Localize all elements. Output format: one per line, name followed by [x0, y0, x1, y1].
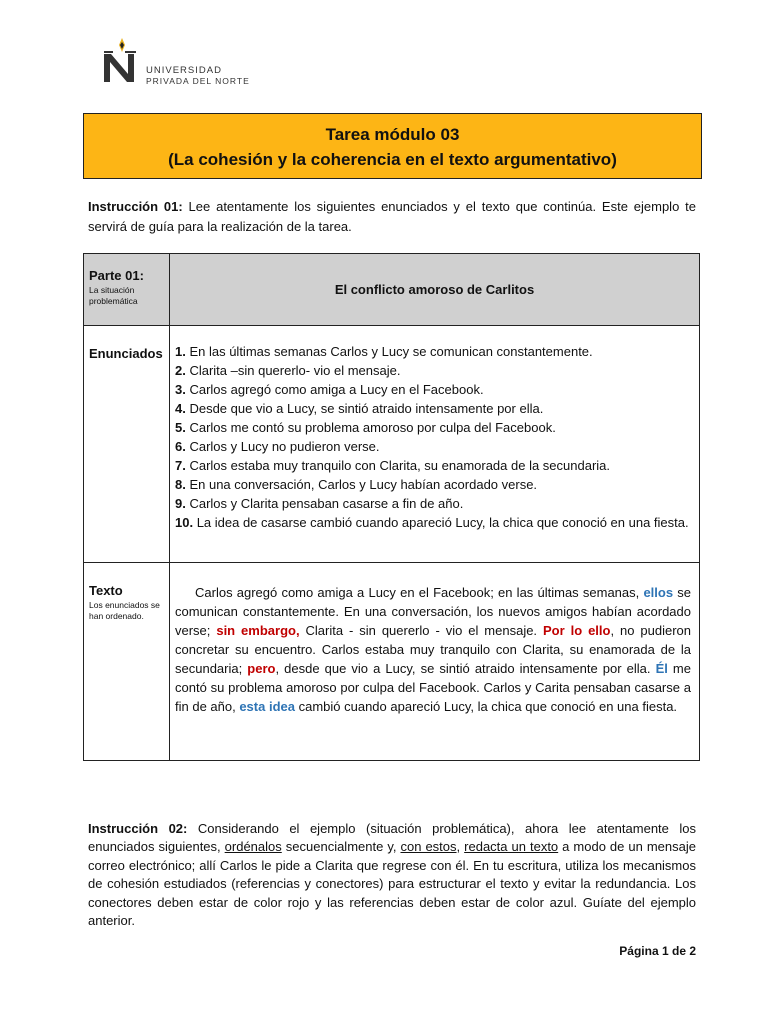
title-box: [83, 113, 702, 179]
enunciados-list: [170, 326, 699, 562]
instruction-2-label: Instrucción 02:: [88, 821, 188, 836]
page-number: Página 1 de 2: [619, 944, 696, 958]
reference-word: ellos: [643, 585, 674, 600]
enunciados-label-cell: [84, 326, 170, 562]
connector-word: sin embargo,: [216, 623, 300, 638]
list-item: 1. En las últimas semanas Carlos y Lucy se comunican constantemente.: [175, 344, 593, 359]
list-item: 6. Carlos y Lucy no pudieron verse.: [175, 439, 380, 454]
underlined-term: redacta un texto: [464, 839, 559, 855]
underlined-term: con estos: [400, 839, 457, 855]
instruction-1: [88, 197, 696, 236]
enunciados-label: Enunciados: [89, 346, 163, 361]
instruction-1-label: Instrucción 01:: [88, 199, 183, 214]
instruction-1-text: Lee atentamente los siguientes enunciados y el texto que continúa. Este ejemplo te servirá de guía para la realización de la tarea.: [88, 199, 696, 234]
upn-n-icon: [100, 36, 144, 86]
title-line2: (La cohesión y la coherencia en el texto argumentativo): [168, 150, 617, 169]
reference-word: Él: [655, 661, 668, 676]
list-item: 8. En una conversación, Carlos y Lucy habían acordado verse.: [175, 477, 538, 492]
underlined-term: ordénalos: [224, 839, 282, 855]
list-item: 7. Carlos estaba muy tranquilo con Clarita, su enamorada de la secundaria.: [175, 458, 611, 473]
list-item: 3. Carlos agregó como amiga a Lucy en el Facebook.: [175, 382, 484, 397]
list-item: 10. La idea de casarse cambió cuando apareció Lucy, la chica que conoció en una fiesta.: [175, 515, 689, 530]
table-header-row: [84, 254, 699, 326]
logo-line2: PRIVADA DEL NORTE: [146, 76, 250, 86]
texto-label: Texto: [89, 583, 123, 598]
texto-row: [84, 563, 699, 760]
university-logo: [100, 36, 270, 96]
texto-sub: Los enunciados se han ordenado.: [89, 600, 160, 621]
texto-paragraph: Carlos agregó como amiga a Lucy en el Facebook; en las últimas semanas, ellos se comunican constantemente. En una conversación, los nuevos amigos habían acordado verse; sin embargo, Clarita - sin quererlo - vio el mensaje. Por lo ello, no pudieron concretar su encuentro. Carlos estaba muy tranquilo con Clarita, su enamorada de la secundaria; pero, desde que vio a Lucy, se sintió atraido intensamente por ella. Él me contó su problema amoroso por culpa del Facebook. Carlos y Carita pensaban casarse a fin de año, esta idea cambió cuando apareció Lucy, la chica que conoció en una fiesta.: [175, 585, 692, 714]
situation-table: [83, 253, 700, 761]
list-item: 9. Carlos y Clarita pensaban casarse a fin de año.: [175, 496, 464, 511]
title-line1: Tarea módulo 03: [325, 125, 460, 144]
list-item: 2. Clarita –sin quererlo- vio el mensaje.: [175, 363, 401, 378]
texto-label-cell: [84, 563, 170, 760]
table-heading: El conflicto amoroso de Carlitos: [334, 282, 535, 297]
connector-word: Por lo ello: [542, 623, 611, 638]
connector-word: pero: [247, 661, 276, 676]
enunciados-row: [84, 326, 699, 563]
list-item: 4. Desde que vio a Lucy, se sintió atraido intensamente por ella.: [175, 401, 544, 416]
part-sub: La situación problemática: [89, 285, 138, 306]
part-label-cell: [84, 254, 170, 325]
instruction-2: Instrucción 02: Considerando el ejemplo (situación problemática), ahora lee atentamente los enunciados siguientes, ordénalos secuencialmente y, con estos, redacta un texto a modo de un mensaje correo electrónico; allí Carlos le pide a Clarita que regrese con él. En tu escritura, utiliza los mecanismos de cohesión estudiados (referencias y conectores) para estructurar el texto y evitar la redundancia. Los conectores deben estar de color rojo y las referencias deben estar de color azul. Guíate del ejemplo anterior.: [88, 821, 697, 929]
list-item: 5. Carlos me contó su problema amoroso por culpa del Facebook.: [175, 420, 556, 435]
part-label: Parte 01:: [89, 268, 144, 283]
logo-line1: UNIVERSIDAD: [146, 65, 222, 76]
reference-word: esta idea: [239, 699, 295, 714]
